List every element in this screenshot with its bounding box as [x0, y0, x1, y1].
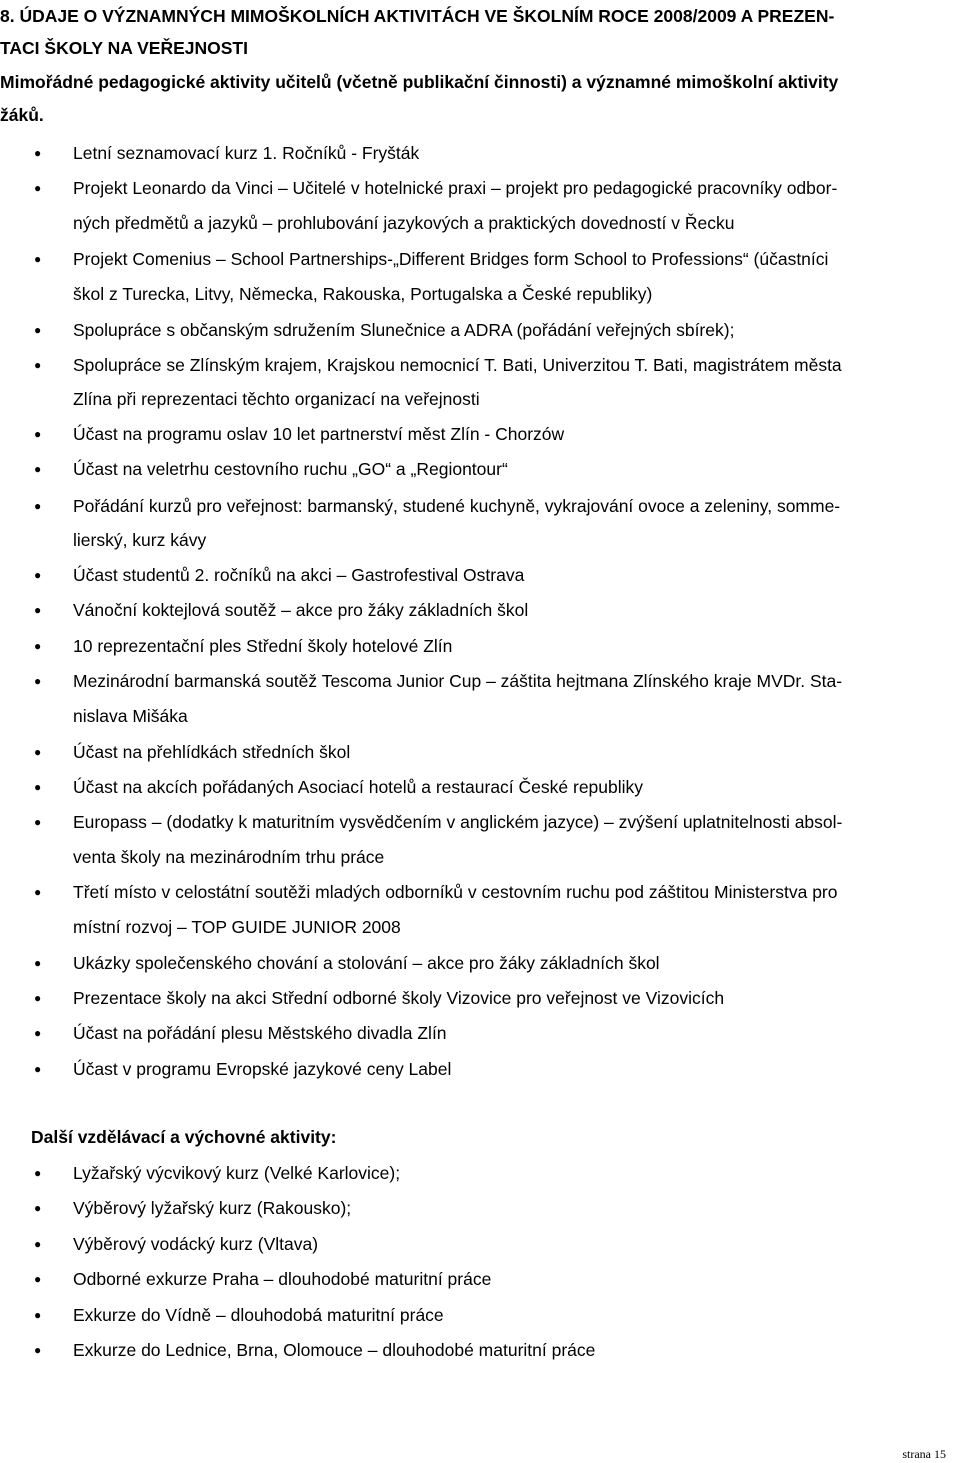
activity-item-text: Europass – (dodatky k maturitním vysvědčením v anglickém jazyce) – zvýšení uplatnitelnosti absol- — [73, 812, 843, 832]
bullet-icon: ● — [34, 639, 42, 653]
bullet-icon: ● — [34, 745, 42, 759]
education-item-text: Výběrový lyžařský kurz (Rakousko); — [73, 1198, 352, 1218]
bullet-icon: ● — [34, 1201, 42, 1215]
activity-item-text: Účast v programu Evropské jazykové ceny Label — [73, 1059, 452, 1079]
bullet-icon: ● — [34, 815, 42, 829]
section-subtitle-line-2: žáků. — [0, 105, 44, 125]
activity-item-text: Účast na pořádání plesu Městského divadla Zlín — [73, 1023, 447, 1043]
bullet-icon: ● — [34, 358, 42, 372]
bullet-icon: ● — [34, 462, 42, 476]
bullet-icon: ● — [34, 885, 42, 899]
activity-item-text: venta školy na mezinárodním trhu práce — [73, 847, 385, 867]
activity-item-text: ných předmětů a jazyků – prohlubování jazykových a praktických dovedností v Řecku — [73, 213, 735, 233]
activity-item-text: Projekt Comenius – School Partnerships-„Different Bridges form School to Professions“ (účastníci — [73, 249, 829, 269]
bullet-icon: ● — [34, 1237, 42, 1251]
activity-item-text: Zlína při reprezentaci těchto organizací na veřejnosti — [73, 389, 480, 409]
activity-item-text: Projekt Leonardo da Vinci – Učitelé v hotelnické praxi – projekt pro pedagogické pracovníky odbor- — [73, 178, 838, 198]
activity-item-text: Prezentace školy na akci Střední odborné školy Vizovice pro veřejnost ve Vizovicích — [73, 988, 725, 1008]
bullet-icon: ● — [34, 499, 42, 513]
bullet-icon: ● — [34, 427, 42, 441]
activity-item-text: místní rozvoj – TOP GUIDE JUNIOR 2008 — [73, 917, 401, 937]
bullet-icon: ● — [34, 1166, 42, 1180]
activity-item-text: škol z Turecka, Litvy, Německa, Rakouska, Portugalska a České republiky) — [73, 284, 653, 304]
education-item-text: Odborné exkurze Praha – dlouhodobé maturitní práce — [73, 1269, 492, 1289]
bullet-icon: ● — [34, 323, 42, 337]
bullet-icon: ● — [34, 674, 42, 688]
activity-item-text: Spolupráce se Zlínským krajem, Krajskou nemocnicí T. Bati, Univerzitou T. Bati, magistrátem města — [73, 355, 842, 375]
activity-item-text: Spolupráce s občanským sdružením Slunečnice a ADRA (pořádání veřejných sbírek); — [73, 320, 735, 340]
bullet-icon: ● — [34, 252, 42, 266]
bullet-icon: ● — [34, 956, 42, 970]
activity-item-text: Účast studentů 2. ročníků na akci – Gastrofestival Ostrava — [73, 565, 525, 585]
bullet-icon: ● — [34, 181, 42, 195]
page-number: strana 15 — [902, 1447, 946, 1461]
activity-item-text: lierský, kurz kávy — [73, 530, 207, 550]
activity-item-text: Mezinárodní barmanská soutěž Tescoma Junior Cup – záštita hejtmana Zlínského kraje MVDr. Sta- — [73, 671, 843, 691]
section-title-line-1: 8. ÚDAJE O VÝZNAMNÝCH MIMOŠKOLNÍCH AKTIVITÁCH VE ŠKOLNÍM ROCE 2008/2009 A PREZEN- — [0, 6, 835, 26]
bullet-icon: ● — [34, 1272, 42, 1286]
bullet-icon: ● — [34, 991, 42, 1005]
bullet-icon: ● — [34, 568, 42, 582]
activity-item-text: Vánoční koktejlová soutěž – akce pro žáky základních škol — [73, 600, 529, 620]
activity-item-text: Účast na programu oslav 10 let partnerství měst Zlín - Chorzów — [73, 424, 565, 444]
activity-item-text: Účast na přehlídkách středních škol — [73, 742, 351, 762]
section-title-line-2: TACI ŠKOLY NA VEŘEJNOSTI — [0, 38, 248, 58]
bullet-icon: ● — [34, 1062, 42, 1076]
bullet-icon: ● — [34, 603, 42, 617]
activity-item-text: Ukázky společenského chování a stolování – akce pro žáky základních škol — [73, 953, 660, 973]
bullet-icon: ● — [34, 1343, 42, 1357]
education-item-text: Exkurze do Lednice, Brna, Olomouce – dlouhodobé maturitní práce — [73, 1340, 596, 1360]
section-subtitle-line-1: Mimořádné pedagogické aktivity učitelů (včetně publikační činnosti) a významné mimoškolní aktivity — [0, 72, 839, 92]
activity-item-text: 10 reprezentační ples Střední školy hotelové Zlín — [73, 636, 453, 656]
activity-item-text: Třetí místo v celostátní soutěži mladých odborníků v cestovním ruchu pod záštitou Ministerstva pro — [73, 882, 838, 902]
education-item-text: Výběrový vodácký kurz (Vltava) — [73, 1234, 319, 1254]
bullet-icon: ● — [34, 780, 42, 794]
activity-item-text: Účast na veletrhu cestovního ruchu „GO“ a „Regiontour“ — [73, 459, 508, 479]
activity-item-text: Letní seznamovací kurz 1. Ročníků - Fryšták — [73, 143, 420, 163]
education-item-text: Lyžařský výcvikový kurz (Velké Karlovice); — [73, 1163, 401, 1183]
education-item-text: Exkurze do Vídně – dlouhodobá maturitní práce — [73, 1305, 444, 1325]
bullet-icon: ● — [34, 1026, 42, 1040]
activity-item-text: Pořádání kurzů pro veřejnost: barmanský, studené kuchyně, vykrajování ovoce a zeleniny, somme- — [73, 496, 841, 516]
activity-item-text: nislava Mišáka — [73, 706, 188, 726]
activity-item-text: Účast na akcích pořádaných Asociací hotelů a restaurací České republiky — [73, 777, 644, 797]
bullet-icon: ● — [34, 1308, 42, 1322]
bullet-icon: ● — [34, 146, 42, 160]
education-title: Další vzdělávací a výchovné aktivity: — [31, 1127, 337, 1147]
